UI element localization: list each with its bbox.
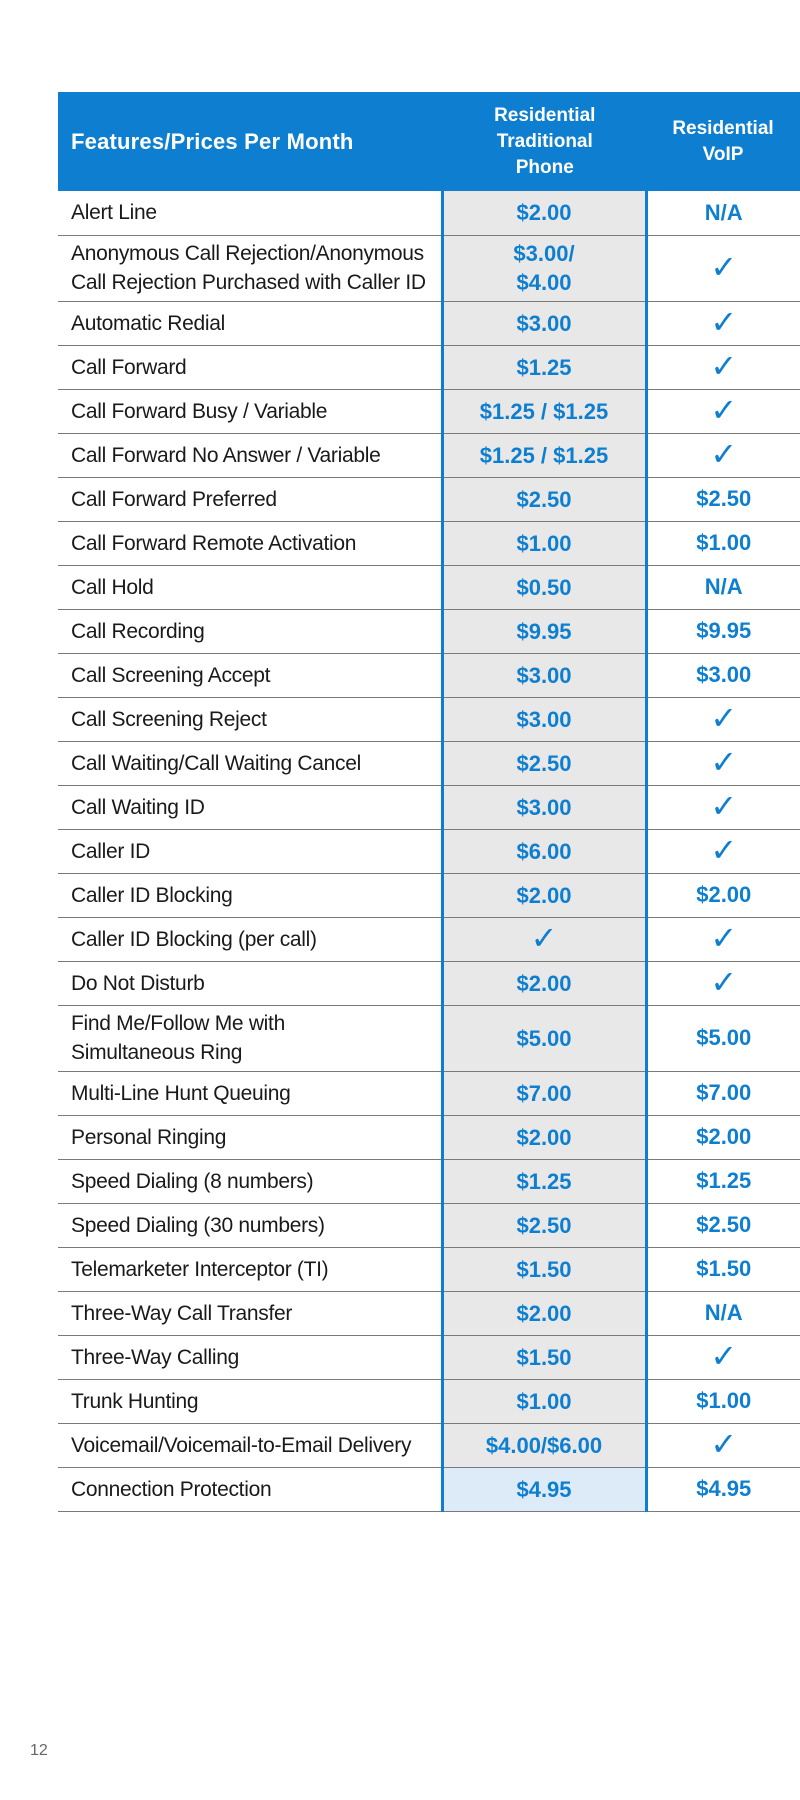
voip-price: $2.00	[646, 873, 800, 917]
table-row	[58, 653, 800, 697]
table-row	[58, 433, 800, 477]
traditional-price: $3.00	[442, 697, 646, 741]
checkmark-icon: ✓	[710, 391, 738, 429]
header-traditional-phone: Residential Traditional Phone	[442, 92, 646, 191]
feature-name: Voicemail/Voicemail-to-Email Delivery	[58, 1423, 442, 1467]
voip-included	[646, 961, 800, 1005]
traditional-price: $1.00	[442, 1379, 646, 1423]
feature-name: Trunk Hunting	[58, 1379, 442, 1423]
voip-price: $3.00	[646, 653, 800, 697]
traditional-price: $3.00	[442, 785, 646, 829]
voip-included	[646, 433, 800, 477]
feature-name: Speed Dialing (30 numbers)	[58, 1203, 442, 1247]
voip-included	[646, 1423, 800, 1467]
table-row	[58, 785, 800, 829]
table-row	[58, 565, 800, 609]
traditional-price: $6.00	[442, 829, 646, 873]
table-body	[58, 191, 800, 1511]
table-row	[58, 741, 800, 785]
voip-price: N/A	[646, 1291, 800, 1335]
voip-included	[646, 345, 800, 389]
table-row	[58, 829, 800, 873]
checkmark-icon: ✓	[710, 743, 738, 781]
traditional-price: $1.25	[442, 345, 646, 389]
traditional-price: $2.50	[442, 1203, 646, 1247]
traditional-price: $2.00	[442, 961, 646, 1005]
checkmark-icon: ✓	[710, 919, 738, 957]
feature-name: Personal Ringing	[58, 1115, 442, 1159]
feature-name: Three-Way Call Transfer	[58, 1291, 442, 1335]
traditional-price: $9.95	[442, 609, 646, 653]
checkmark-icon: ✓	[710, 787, 738, 825]
voip-price: $2.50	[646, 1203, 800, 1247]
feature-name: Do Not Disturb	[58, 961, 442, 1005]
table-row	[58, 1335, 800, 1379]
voip-price: $1.00	[646, 521, 800, 565]
feature-name: Call Hold	[58, 565, 442, 609]
table-row	[58, 697, 800, 741]
feature-name: Multi-Line Hunt Queuing	[58, 1071, 442, 1115]
table-row	[58, 235, 800, 301]
feature-name: Call Recording	[58, 609, 442, 653]
table-row	[58, 191, 800, 235]
feature-name: Alert Line	[58, 191, 442, 235]
feature-name: Call Waiting/Call Waiting Cancel	[58, 741, 442, 785]
feature-name: Caller ID	[58, 829, 442, 873]
traditional-price: $2.50	[442, 741, 646, 785]
feature-name: Automatic Redial	[58, 301, 442, 345]
checkmark-icon: ✓	[530, 918, 558, 957]
voip-included	[646, 741, 800, 785]
feature-name: Find Me/Follow Me with Simultaneous Ring	[58, 1005, 442, 1071]
traditional-price: $1.25 / $1.25	[442, 389, 646, 433]
table-row	[58, 917, 800, 961]
feature-name: Call Forward Busy / Variable	[58, 389, 442, 433]
checkmark-icon: ✓	[710, 303, 738, 341]
feature-name: Anonymous Call Rejection/Anonymous Call Rejection Purchased with Caller ID	[58, 235, 442, 301]
voip-price: N/A	[646, 565, 800, 609]
feature-name: Call Forward Remote Activation	[58, 521, 442, 565]
voip-price: $1.50	[646, 1247, 800, 1291]
features-price-table	[58, 92, 800, 1512]
voip-included	[646, 301, 800, 345]
traditional-price: $4.00/$6.00	[442, 1423, 646, 1467]
checkmark-icon: ✓	[710, 248, 738, 286]
table-row	[58, 1005, 800, 1071]
feature-name: Call Waiting ID	[58, 785, 442, 829]
checkmark-icon: ✓	[710, 1337, 738, 1375]
table-row	[58, 301, 800, 345]
feature-name: Caller ID Blocking	[58, 873, 442, 917]
table-row	[58, 1467, 800, 1511]
header-features: Features/Prices Per Month	[58, 92, 442, 191]
checkmark-icon: ✓	[710, 347, 738, 385]
table-row	[58, 1115, 800, 1159]
checkmark-icon: ✓	[710, 963, 738, 1001]
feature-name: Call Forward No Answer / Variable	[58, 433, 442, 477]
feature-name: Telemarketer Interceptor (TI)	[58, 1247, 442, 1291]
page-number: 12	[30, 1742, 48, 1759]
voip-price: $5.00	[646, 1005, 800, 1071]
header-voip: Residential VoIP	[646, 92, 800, 191]
feature-name: Three-Way Calling	[58, 1335, 442, 1379]
table-header	[58, 92, 800, 191]
table-row	[58, 873, 800, 917]
traditional-price: $1.25	[442, 1159, 646, 1203]
feature-name: Call Screening Reject	[58, 697, 442, 741]
voip-price: $7.00	[646, 1071, 800, 1115]
voip-included	[646, 1335, 800, 1379]
table-row	[58, 609, 800, 653]
traditional-price: $3.00	[442, 301, 646, 345]
voip-price: $4.95	[646, 1467, 800, 1511]
feature-name: Speed Dialing (8 numbers)	[58, 1159, 442, 1203]
table-row	[58, 1159, 800, 1203]
table-row	[58, 477, 800, 521]
checkmark-icon: ✓	[710, 699, 738, 737]
table-row	[58, 1203, 800, 1247]
traditional-price: $4.95	[442, 1467, 646, 1511]
traditional-price: $3.00/ $4.00	[442, 235, 646, 301]
feature-name: Call Forward	[58, 345, 442, 389]
traditional-price: $3.00	[442, 653, 646, 697]
traditional-price: $1.50	[442, 1247, 646, 1291]
traditional-price: $2.00	[442, 1115, 646, 1159]
traditional-included	[442, 917, 646, 961]
traditional-price: $2.00	[442, 1291, 646, 1335]
voip-included	[646, 235, 800, 301]
voip-price: $1.00	[646, 1379, 800, 1423]
table-row	[58, 1291, 800, 1335]
traditional-price: $1.00	[442, 521, 646, 565]
table-row	[58, 1379, 800, 1423]
feature-name: Connection Protection	[58, 1467, 442, 1511]
traditional-price: $0.50	[442, 565, 646, 609]
table-row	[58, 345, 800, 389]
traditional-price: $1.25 / $1.25	[442, 433, 646, 477]
traditional-price: $2.00	[442, 873, 646, 917]
traditional-price: $2.50	[442, 477, 646, 521]
traditional-price: $7.00	[442, 1071, 646, 1115]
feature-name: Caller ID Blocking (per call)	[58, 917, 442, 961]
voip-included	[646, 829, 800, 873]
table-row	[58, 961, 800, 1005]
traditional-price: $2.00	[442, 191, 646, 235]
table-row	[58, 1423, 800, 1467]
voip-included	[646, 389, 800, 433]
traditional-price: $1.50	[442, 1335, 646, 1379]
voip-price: $2.00	[646, 1115, 800, 1159]
checkmark-icon: ✓	[710, 435, 738, 473]
voip-price: $1.25	[646, 1159, 800, 1203]
feature-name: Call Screening Accept	[58, 653, 442, 697]
table-row	[58, 1071, 800, 1115]
voip-price: $2.50	[646, 477, 800, 521]
feature-name: Call Forward Preferred	[58, 477, 442, 521]
voip-price: $9.95	[646, 609, 800, 653]
checkmark-icon: ✓	[710, 1425, 738, 1463]
table-row	[58, 1247, 800, 1291]
table-row	[58, 389, 800, 433]
voip-included	[646, 697, 800, 741]
checkmark-icon: ✓	[710, 831, 738, 869]
table-row	[58, 521, 800, 565]
traditional-price: $5.00	[442, 1005, 646, 1071]
voip-included	[646, 785, 800, 829]
voip-price: N/A	[646, 191, 800, 235]
voip-included	[646, 917, 800, 961]
